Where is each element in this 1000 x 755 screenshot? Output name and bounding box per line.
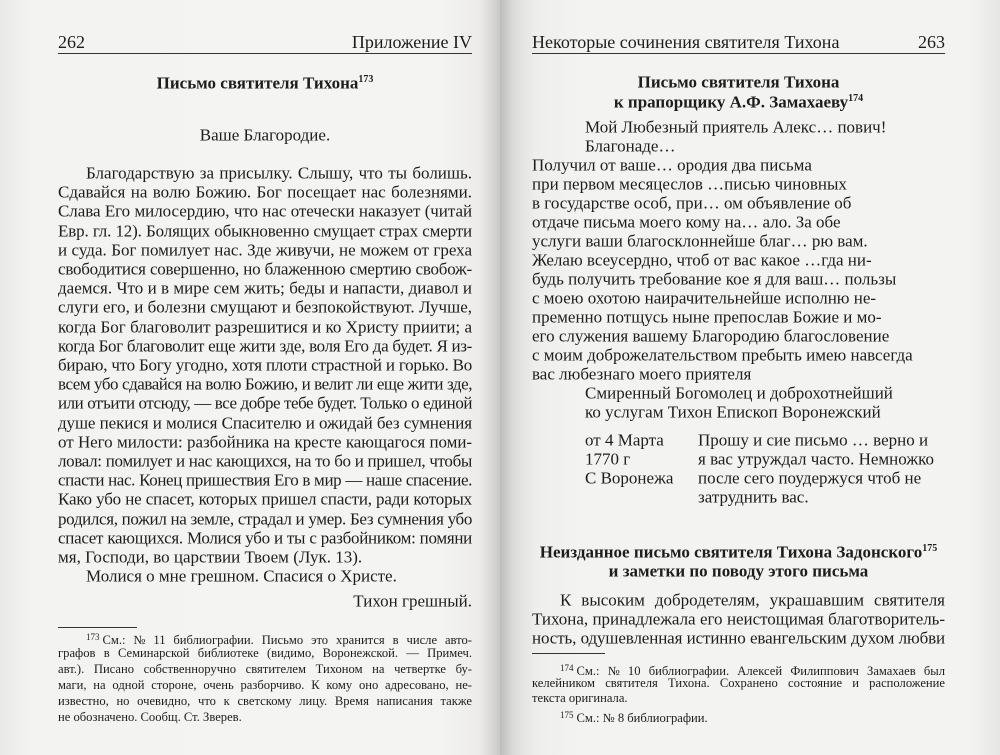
- body-line: или отъити отсюду, — все добре тебе будет. Только о единой: [58, 393, 472, 413]
- letter-line: Смиренный Богомолец и доброхотнейший: [585, 383, 893, 403]
- body-line: даемся. Что и в мире сем жить; беды и напасти, диавол и: [58, 278, 472, 298]
- article-line: Тихона, принадлежала его неистощимая благотворитель-: [532, 609, 945, 629]
- postscript-line: после сего поудержуся чтоб не: [698, 468, 922, 488]
- letter-line: ко услугам Тихон Епископ Воронежский: [585, 402, 881, 422]
- letter-line: с моею охотою наирачительнейше исполню не-: [532, 288, 877, 308]
- running-title: Приложение IV: [351, 32, 472, 52]
- letter-title-line-1: Письмо святителя Тихона: [637, 72, 840, 92]
- letter-title-text: Письмо святителя Тихона: [156, 73, 359, 93]
- letter-title: [58, 75, 472, 92]
- footnote-line: известно, но очевидно, что к светскому лицу. Время написания также: [58, 694, 472, 708]
- footnote-line: [86, 630, 472, 647]
- article-line: ность, одушевленная истинно евангельским духом любви: [532, 628, 945, 648]
- footnote-line: графов в Семинарской библиотеке (видимо, Воронежской. — Примеч.: [58, 646, 472, 660]
- page-number: 263: [918, 32, 945, 52]
- footnote-line: маги, на одной стороне, очень разборчиво. К кому оно адресовано, не-: [58, 678, 472, 692]
- postscript-line: Прошу и сие письмо … верно и: [698, 430, 929, 450]
- body-line: Како убо не спасет, которых пришел спасти, ради которых: [58, 489, 472, 509]
- body-line: Благодарствую за присылку. Слышу, что ты болишь.: [86, 163, 472, 183]
- article-title-line-1: [532, 544, 945, 561]
- body-line: Евр. гл. 12). Болящих обыкновенно смущает страх смерти: [58, 221, 472, 241]
- footnote-line: не обозначено. Сообщ. Ст. Зверев.: [58, 710, 242, 724]
- header-rule: [532, 53, 945, 54]
- body-line: от Него милости: разбойника на кресте кающагося поми-: [58, 432, 472, 452]
- letter-line: с моим доброжелательством пребыть имею навсегда: [532, 345, 913, 365]
- footnote-text: См.: № 11 библиографии. Письмо это хранится в числе авто-: [102, 633, 472, 647]
- body-line: спасет кающихся. Молися убо и ты с разбойником: помяни: [58, 528, 472, 548]
- running-title: Некоторые сочинения святителя Тихона: [532, 32, 840, 52]
- footnote-line: [560, 708, 945, 725]
- footnote-number: 173: [86, 632, 100, 642]
- body-line: бираю, что Богу угодно, хотя плоти страстной и горько. Во: [58, 355, 472, 375]
- page-number: 262: [58, 32, 85, 52]
- body-line: когда Бог благоволит разрешитися и ко Христу приити; а: [58, 317, 472, 337]
- footnote-line: авт.). Писано собственноручно святителем Тихоном на четвертке бу-: [58, 662, 472, 676]
- body-line: Молися о мне грешном. Спасися о Христе.: [86, 566, 397, 586]
- signature: Тихон грешный.: [353, 591, 472, 611]
- footnote-ref: 175: [922, 542, 938, 554]
- footnote-rule: [532, 653, 605, 654]
- article-line: К высоким добродетелям, украшавшим святителя: [560, 590, 945, 610]
- footnote-text: См.: № 10 библиографии. Алексей Филиппович Замахаев был: [576, 664, 945, 678]
- footnote-line: келейником святителя Тихона. Сохранено состояние и расположение: [532, 676, 945, 690]
- date-line: от 4 Марта: [585, 430, 664, 450]
- letter-line: Получил от ваше… ородия два письма: [532, 155, 812, 175]
- footnote-line: текста оригинала.: [532, 691, 628, 705]
- footnote-number: 175: [560, 710, 574, 720]
- letter-line: вас любезнаго моего приятеля: [532, 364, 752, 384]
- letter-line: Благонаде…: [585, 136, 676, 156]
- article-title-line-2: и заметки по поводу этого письма: [608, 561, 869, 581]
- letter-title-text: к прапорщику А.Ф. Замахаеву: [613, 92, 849, 112]
- letter-line: будь получить требование кое я для ваш… пользы: [532, 269, 897, 289]
- letter-line: Мой Любезный приятель Алекс… пoвич!: [585, 117, 887, 137]
- body-line: Сдавайся на волю Божию. Бог посещает нас болезнями.: [58, 182, 472, 202]
- article-title-text: Неизданное письмо святителя Тихона Задонского: [539, 542, 923, 562]
- body-line: Слава Его милосердию, что нас отечески наказует (читай: [58, 201, 472, 221]
- salutation: Ваше Благородие.: [199, 125, 331, 145]
- body-line: свободитися совершенно, но блаженною смертию свобож-: [58, 259, 472, 279]
- footnote-number: 174: [560, 663, 574, 673]
- letter-line: услуги ваши благосклоннейше благ… рю вам.: [532, 231, 868, 251]
- body-line: мя, Господи, во царствии Твоем (Лук. 13).: [58, 547, 363, 567]
- body-line: родился, пожил на земле, страдал и умер. Без сумнения убо: [58, 509, 472, 529]
- letter-line: отдаче письма моего кому на… ало. За обе: [532, 212, 841, 232]
- letter-title-line-2: [532, 94, 945, 111]
- footnote-text: См.: № 8 библиографии.: [576, 711, 708, 725]
- footnote-ref: 174: [848, 92, 864, 104]
- body-line: всем убо сдавайся на волю Божию, и велит ли еще жити зде,: [58, 374, 472, 394]
- footnote-rule: [58, 627, 137, 628]
- date-line: С Воронежа: [585, 468, 674, 488]
- date-line: 1770 г: [585, 449, 631, 469]
- right-page: [500, 0, 1000, 755]
- body-line: душе пекися и молися Спасителю и ожидай без сумнения: [58, 413, 472, 433]
- letter-line: его служения вашему Благородию благословение: [532, 326, 890, 346]
- body-line: ловал: помилует и нас кающихся, на то бо и пришел, чтобы: [58, 451, 472, 471]
- body-line: слуги его, и болезни смущают и безпокойствуют. Лучше,: [58, 297, 472, 317]
- letter-line: пременно потщусь ныне препослав Божие и мо-: [532, 307, 882, 327]
- header-rule: [58, 53, 472, 54]
- body-line: когда Бог благоволит еще жити зде, воля Его да будет. Я из-: [58, 336, 472, 356]
- postscript-line: я вас утруждал часто. Немножко: [698, 449, 934, 469]
- postscript-line: затруднить вас.: [698, 487, 809, 507]
- letter-line: при первом месяцеслов …писью чиновных: [532, 174, 847, 194]
- body-line: спасти нас. Конец пришествия Его в мир — наше спасение.: [58, 470, 472, 490]
- body-line: и суда. Бог помилует нас. Зде живучи, не можем от греха: [58, 240, 472, 260]
- footnote-ref: 173: [358, 73, 374, 85]
- letter-line: в государстве особ, при… ом объявление об: [532, 193, 852, 213]
- letter-line: Желаю всеусердно, чтоб от вас какое …гда ни-: [532, 250, 872, 270]
